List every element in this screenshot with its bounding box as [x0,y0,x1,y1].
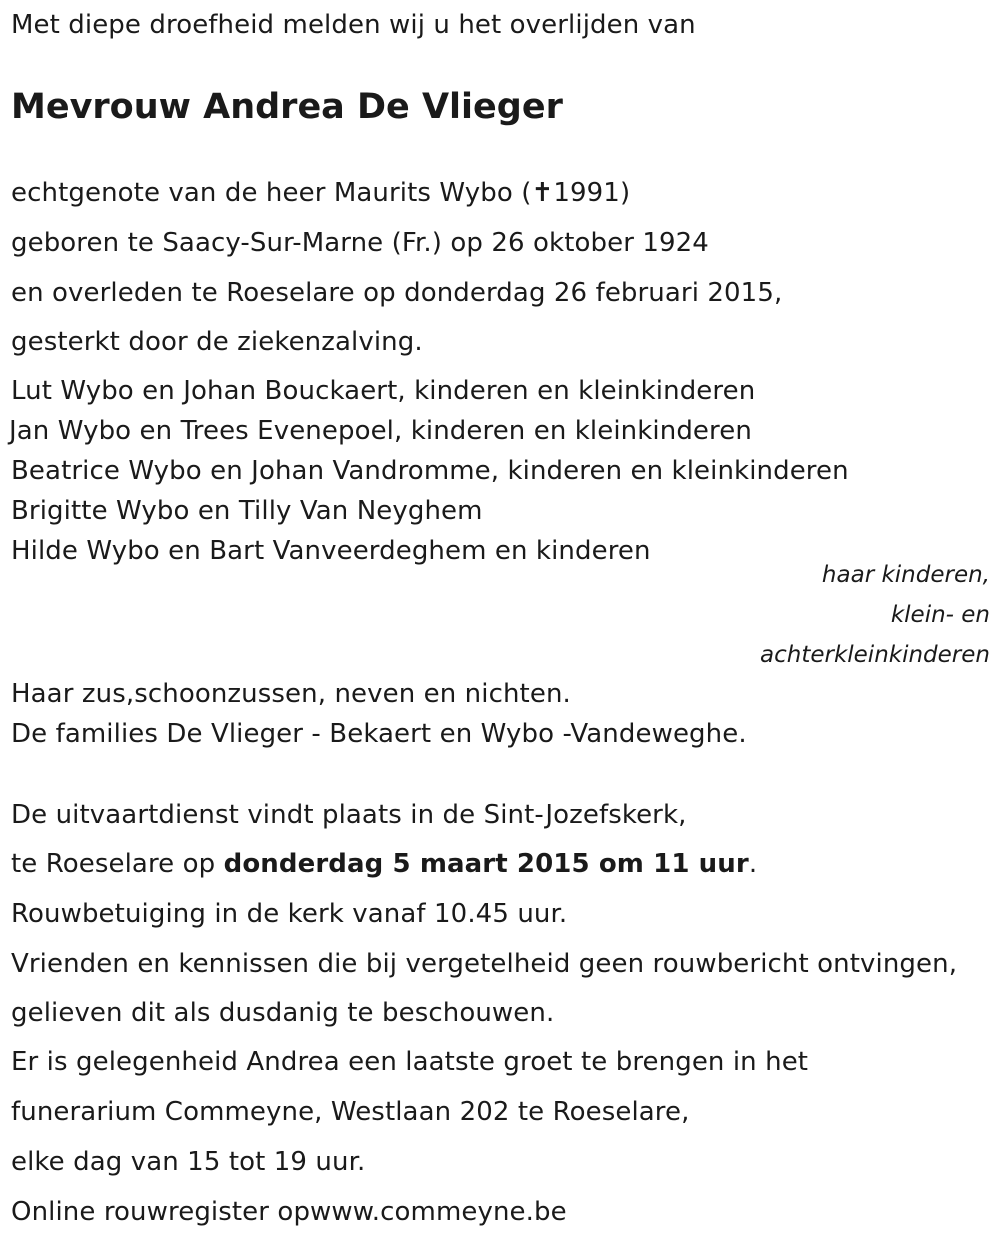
friends-line-2: gelieven dit als dusdanig te beschouwen. [11,998,555,1028]
condolence-line: Rouwbetuiging in de kerk vanaf 10.45 uur. [11,899,568,929]
spouse-text: echtgenote van de heer Maurits Wybo ( [11,178,532,208]
funeral-period: . [748,849,758,879]
relatives-line-2: De families De Vlieger - Bekaert en Wybo -Vandeweghe. [11,719,747,749]
cross-icon: ✝ [531,178,554,208]
visit-line-3: elke dag van 15 tot 19 uur. [11,1147,366,1177]
funeral-line-1: De uitvaartdienst vindt plaats in de Sint-Jozefskerk, [11,800,687,830]
family-line-2: Jan Wybo en Trees Evenepoel, kinderen en kleinkinderen [9,416,752,446]
spouse-line [11,177,630,209]
family-line-5: Hilde Wybo en Bart Vanveerdeghem en kinderen [11,536,651,566]
relatives-line-1: Haar zus,schoonzussen, neven en nichten. [11,679,571,709]
family-caption-2: klein- en [890,602,990,628]
family-caption-1: haar kinderen, [821,562,990,588]
family-line-4: Brigitte Wybo en Tilly Van Neyghem [11,496,483,526]
funeral-line-2 [11,848,757,880]
intro-text: Met diepe droefheid melden wij u het overlijden van [11,10,696,40]
deceased-name: Mevrouw Andrea De Vlieger [11,87,563,127]
funeral-datetime: donderdag 5 maart 2015 om 11 uur [223,849,749,879]
visit-line-2: funerarium Commeyne, Westlaan 202 te Roeselare, [11,1097,690,1127]
family-caption-3: achterkleinkinderen [760,642,990,668]
friends-line-1: Vrienden en kennissen die bij vergetelheid geen rouwbericht ontvingen, [11,949,958,979]
spouse-year: 1991) [553,178,631,208]
sacrament-line: gesterkt door de ziekenzalving. [11,327,423,357]
birth-line: geboren te Saacy-Sur-Marne (Fr.) op 26 oktober 1924 [11,228,709,258]
funeral-place: te Roeselare op [11,849,224,879]
death-line: en overleden te Roeselare op donderdag 26 februari 2015, [11,278,783,308]
visit-line-1: Er is gelegenheid Andrea een laatste groet te brengen in het [11,1047,809,1077]
family-line-3: Beatrice Wybo en Johan Vandromme, kinderen en kleinkinderen [11,456,849,486]
online-register-line: Online rouwregister opwww.commeyne.be [11,1197,567,1227]
family-line-1: Lut Wybo en Johan Bouckaert, kinderen en kleinkinderen [11,376,756,406]
